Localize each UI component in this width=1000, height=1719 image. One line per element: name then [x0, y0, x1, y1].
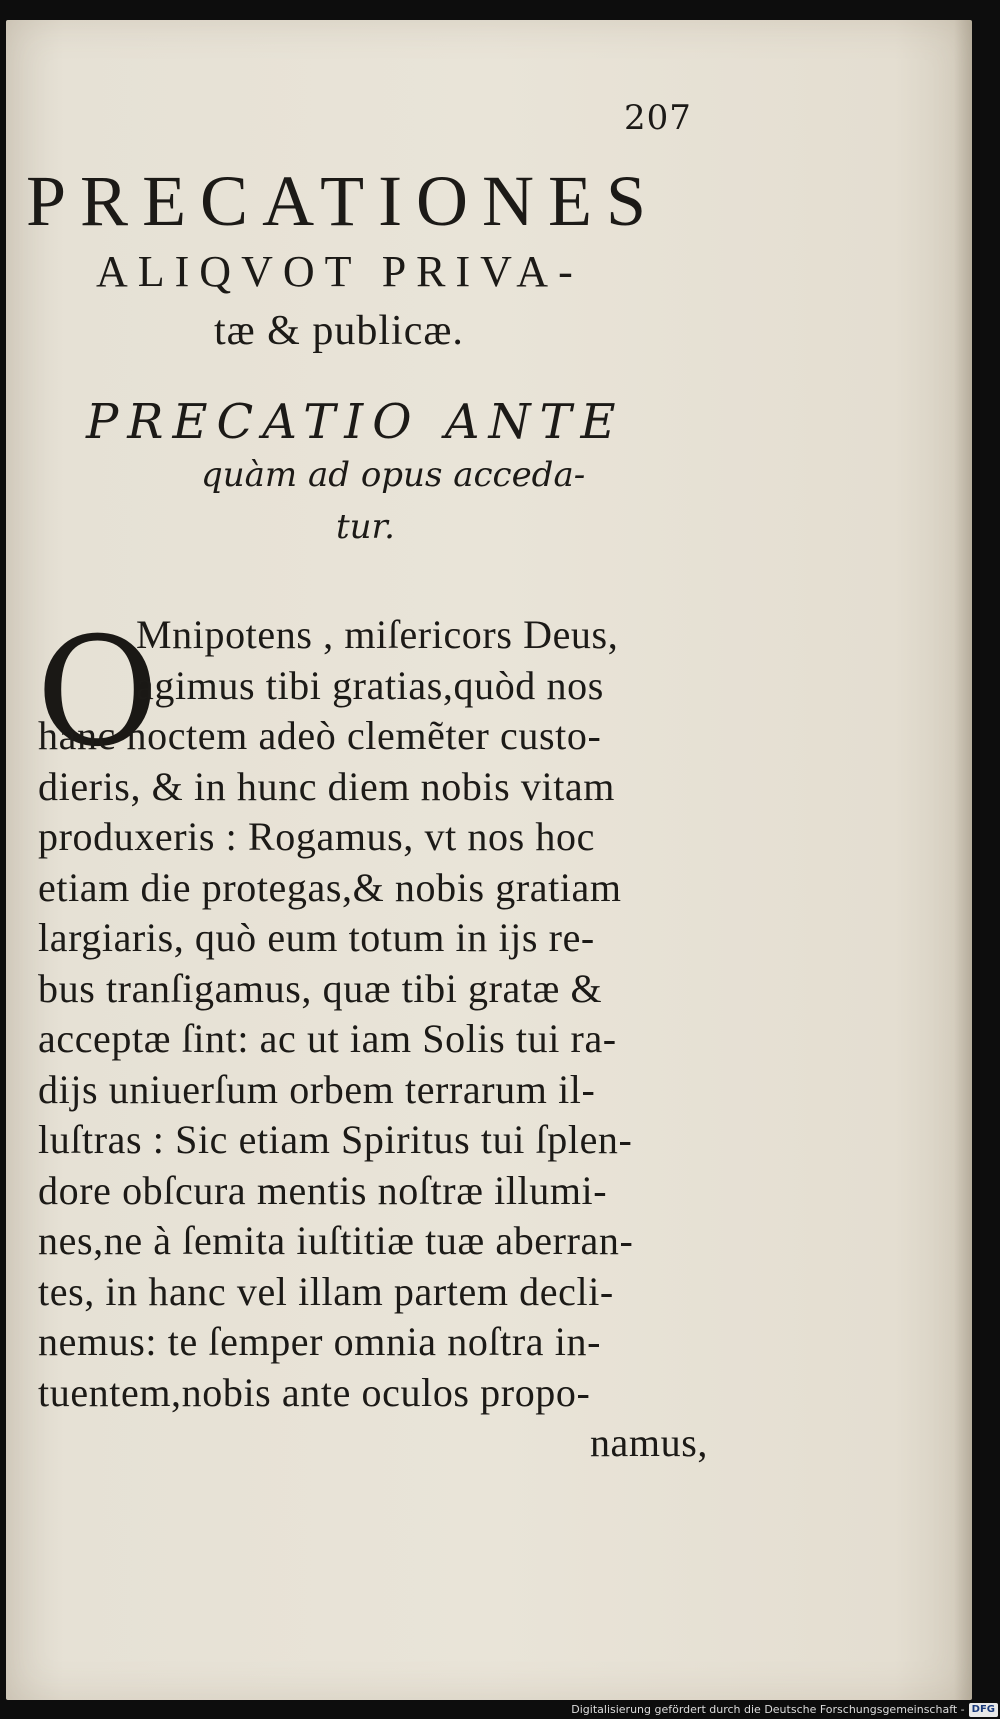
- text-line: nes,ne à ſemita iuſtitiæ tuæ aberran-: [38, 1218, 634, 1263]
- credit-text: Digitalisierung gefördert durch die Deutsche Forschungsgemeinschaft -: [571, 1703, 965, 1716]
- title-line-3: tæ & publicæ.: [214, 308, 464, 354]
- subtitle-line-2: quàm ad opus acceda-: [201, 455, 586, 495]
- text-line: dore obſcura mentis noſtræ illumi-: [38, 1167, 608, 1213]
- text-line: largiaris, quò eum totum in ijs re-: [38, 915, 595, 960]
- title-line-1: PRECATIONES: [26, 161, 661, 241]
- text-line: hanc noctem adeò clemẽter custo-: [38, 713, 602, 758]
- text-line: luſtras : Sic etiam Spiritus tui ſplen-: [38, 1117, 633, 1162]
- subtitle-line-1: PRECATIO ANTE: [86, 394, 625, 450]
- subtitle-line-3: tur.: [336, 507, 395, 547]
- digitization-credit: [571, 1700, 1000, 1719]
- text-line: agimus tibi gratias,quòd nos: [136, 662, 604, 708]
- prayer-text: [36, 606, 708, 1469]
- page-number: 207: [624, 98, 692, 138]
- text-line: tuentem,nobis ante oculos propo-: [38, 1369, 591, 1415]
- text-line: bus tranſigamus, quæ tibi gratæ &: [38, 965, 603, 1011]
- text-line: produxeris : Rogamus, vt nos hoc: [38, 814, 595, 859]
- text-line: acceptæ ſint: ac ut iam Solis tui ra-: [38, 1016, 617, 1061]
- text-line: Mnipotens , miſericors Deus,: [136, 612, 619, 657]
- text-line: dieris, & in hunc diem nobis vitam: [38, 763, 616, 809]
- text-line: tes, in hanc vel illam partem decli-: [38, 1268, 614, 1314]
- text-line: dijs uniuerſum orbem terrarum il-: [38, 1066, 596, 1112]
- drop-cap: O: [36, 606, 159, 780]
- text-line: nemus: te ſemper omnia noſtra in-: [38, 1319, 601, 1364]
- title-line-2: ALIQVOT PRIVA-: [96, 247, 583, 296]
- book-page: [6, 20, 972, 1700]
- catchword: namus,: [589, 1420, 708, 1465]
- dfg-logo: DFG: [969, 1703, 998, 1717]
- text-line: etiam die protegas,& nobis gratiam: [38, 864, 622, 910]
